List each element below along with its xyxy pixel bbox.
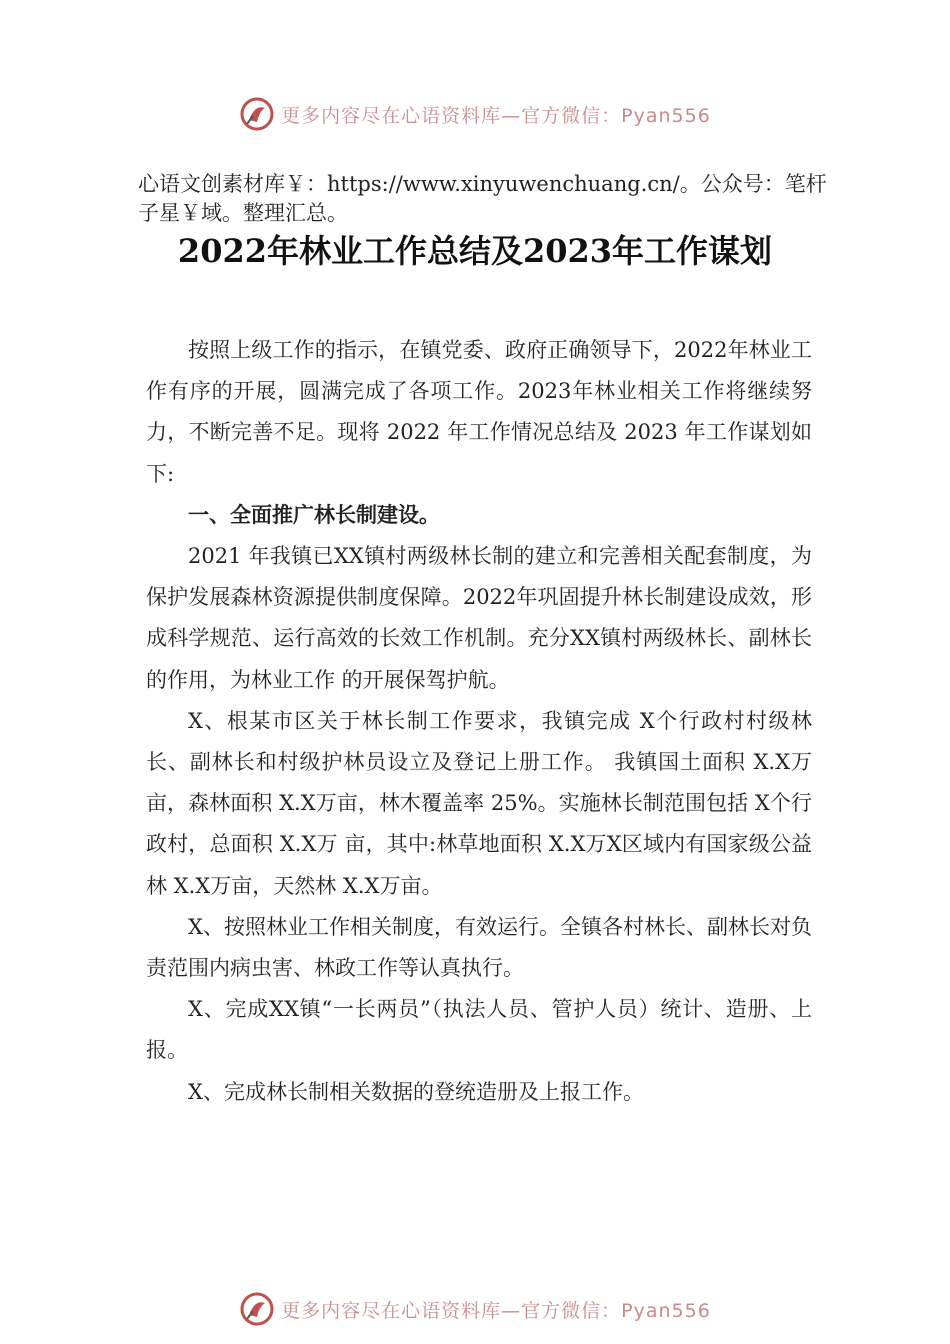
footer-banner: [0, 1287, 950, 1331]
document-title: 2022年林业工作总结及2023年工作谋划: [177, 232, 773, 270]
body-paragraph: X、完成林长制相关数据的登统造册及上报工作。: [188, 1079, 644, 1104]
body-paragraph: 2021 年我镇已XX镇村两级林长制的建立和完善相关配套制度，为保护发展森林资源提供制度保障。2022年巩固提升林长制建设成效，形成科学规范、运行高效的长效工作机制。充分XX镇村两级林长、副林长的作用，为林业工作 的开展保驾护航。: [146, 544, 812, 692]
body-paragraph: X、根某市区关于林长制工作要求，我镇完成 X个行政村村级林长、副林长和村级护林员设立及登记上册工作。 我镇国土面积 X.X万亩，森林面积 X.X万亩，林木覆盖率 25%。实施林长制范围包括 X个行政村，总面积 X.X万 亩，其中:林草地面积 X.X万X区域内有国家级公益林 X.X万亩，天然林 X.X万亩。: [146, 708, 812, 898]
brand-logo-icon: [239, 1291, 275, 1327]
body-paragraph: X、完成XX镇“一长两员”（执法人员、管护人员）统计、造册、上报。: [146, 997, 812, 1063]
banner-text: 更多内容尽在心语资料库—官方微信：Pyan556: [281, 104, 711, 127]
source-note: 心语文创素材库￥：https://www.xinyuwenchuang.cn/。公众号：笔杆子星￥域。整理汇总。: [138, 172, 827, 225]
header-banner: [0, 92, 950, 136]
intro-paragraph: 按照上级工作的指示，在镇党委、政府正确领导下，2022年林业工作有序的开展，圆满完成了各项工作。2023年林业相关工作将继续努力，不断完善不足。现将 2022 年工作情况总结及 2023 年工作谋划如下:: [146, 338, 812, 486]
banner-text: 更多内容尽在心语资料库—官方微信：Pyan556: [281, 1299, 711, 1322]
brand-logo-icon: [239, 96, 275, 132]
document-body: [146, 330, 812, 1113]
body-paragraph: X、按照林业工作相关制度，有效运行。全镇各村林长、副林长对负责范围内病虫害、林政工作等认真执行。: [146, 914, 812, 981]
section-heading: 一、全面推广林长制建设。: [188, 502, 440, 527]
